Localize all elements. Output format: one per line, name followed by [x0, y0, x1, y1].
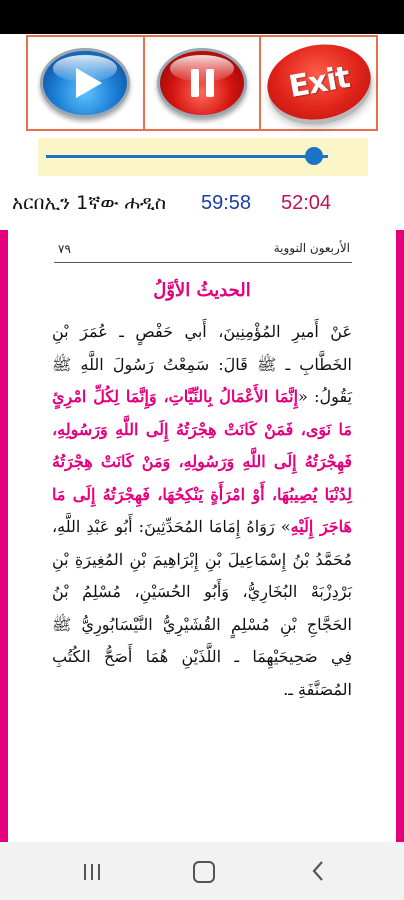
seek-thumb[interactable]	[305, 147, 323, 165]
hadith-matn: إِنَّمَا الأَعْمَالُ بِالنِّيَّاتِ، وَإِنَّمَا لِكُلِّ امْرِئٍ مَا نَوَى، فَمَنْ كَانَتْ هِجْرَتُهُ إِلَى اللَّهِ وَرَسُولِهِ، فَهِجْرَتُهُ إِلَى اللَّهِ وَرَسُولِهِ، وَمَنْ كَانَتْ هِجْرَتُهُ لِدُنْيَا يُصِيبُهَا، أَوْ امْرَأَةٍ يَنْكِحُهَا، فَهِجْرَتُهُ إِلَى مَا هَاجَرَ إِلَيْهِ	[52, 387, 352, 536]
play-icon	[40, 48, 130, 118]
system-nav-bar	[0, 842, 404, 900]
page-header	[54, 240, 352, 263]
hadith-heading: الحديثُ الأوَّلُ	[153, 280, 251, 301]
exit-icon	[261, 37, 376, 128]
pause-icon	[157, 48, 247, 118]
back-icon[interactable]	[298, 858, 338, 886]
hadith-text	[52, 316, 352, 706]
play-button[interactable]	[28, 37, 145, 129]
total-time: 52:04	[281, 192, 332, 214]
seek-bar[interactable]	[38, 138, 368, 176]
hadith-narration: » رَوَاهُ إِمَامَا المُحَدِّثِينَ: أَبُو عَبْدِ اللَّهِ، مُحَمَّدُ بْنُ إِسْمَاعِيلَ بْنِ إِبْرَاهِيمَ بْنِ المُغِيرَةِ بْنِ بَرْدِزْبَهْ البُخَارِيُّ، وَأَبُو الحُسَيْنِ، مُسْلِمُ بْنُ الحَجَّاجِ بْنِ مُسْلِمٍ القُشَيْرِيُّ النَّيْسَابُورِيُّ ﷺ فِي صَحِيحَيْهِمَا ـ اللَّذَيْنِ هُمَا أَصَحُّ الكُتُبِ المُصَنَّفَةِ ـ.	[52, 517, 352, 699]
playback-controls	[26, 35, 378, 131]
page-number: ٧٩	[58, 242, 71, 256]
seek-track[interactable]	[46, 155, 328, 158]
home-icon[interactable]	[184, 858, 224, 886]
exit-button[interactable]	[261, 37, 376, 129]
exit-label: Exit	[285, 59, 352, 105]
status-bar	[0, 0, 404, 34]
hadith-intro: عَنْ أَميرِ المُؤْمِنِينَ، أَبي حَفْصٍ ـ عُمَرَ بْنِ الخَطَّابِ ـ ﷺ قَالَ: سَمِعْتُ رَسُولَ اللَّهِ ﷺ يَقُولُ: «	[52, 322, 352, 406]
book-title: الأربعون النووية	[273, 241, 350, 255]
recents-icon[interactable]	[72, 858, 112, 886]
track-title: አርበኢን 1ኛው ሐዲስ	[12, 192, 167, 214]
pause-button[interactable]	[145, 37, 262, 129]
track-info	[0, 188, 404, 222]
elapsed-time: 59:58	[201, 192, 252, 214]
book-page	[0, 230, 404, 842]
